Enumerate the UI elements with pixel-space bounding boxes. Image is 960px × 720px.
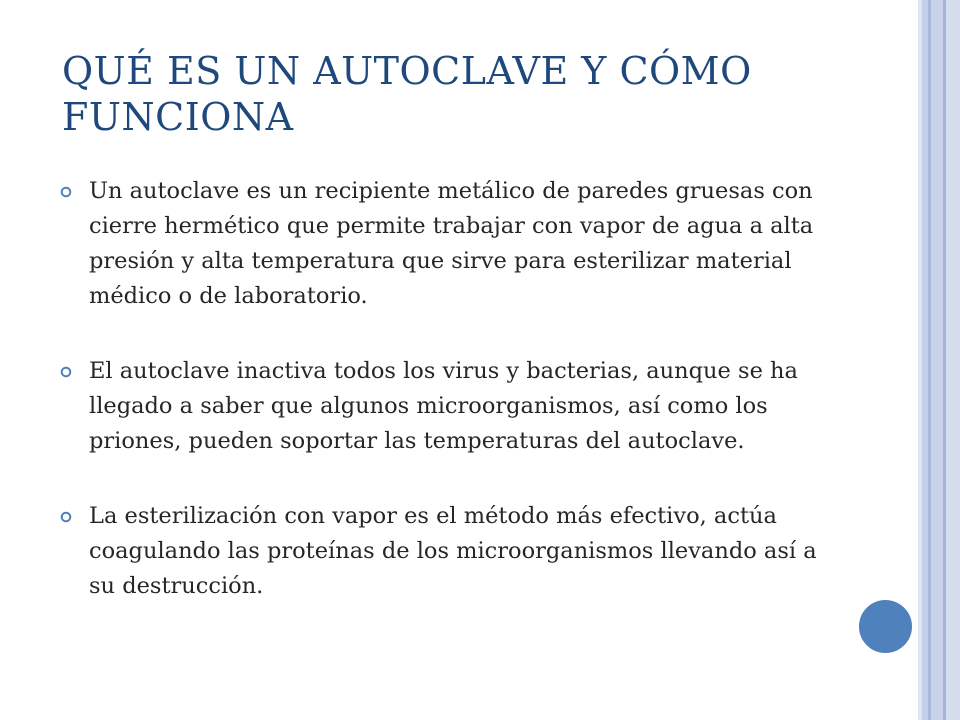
bullet-text: Un autoclave es un recipiente metálico de paredes gruesas con cierre hermético que permite trabajar con vapor de agua a alta presión y alta temperatura que sirve para esterilizar material médico o de laboratorio. — [89, 178, 814, 309]
decorative-stripe — [946, 0, 960, 720]
circle-bullet-icon — [60, 186, 72, 198]
accent-circle — [857, 598, 914, 655]
decorative-stripe — [931, 0, 943, 720]
slide-title: QUÉ ES UN AUTOCLAVE Y CÓMO FUNCIONA — [62, 49, 752, 139]
circle-bullet-icon — [60, 511, 72, 523]
bullet-text: El autoclave inactiva todos los virus y bacterias, aunque se ha llegado a saber que algunos microorganismos, así como los priones, pueden soportar las temperaturas del autoclave. — [89, 358, 798, 454]
bullet-item — [60, 174, 840, 314]
bullet-item — [60, 499, 840, 604]
bullet-list — [60, 174, 840, 644]
circle-bullet-icon — [60, 366, 72, 378]
bullet-text: La esterilización con vapor es el método más efectivo, actúa coagulando las proteínas de los microorganismos llevando así a su destrucción. — [89, 503, 817, 599]
bullet-item — [60, 354, 840, 459]
